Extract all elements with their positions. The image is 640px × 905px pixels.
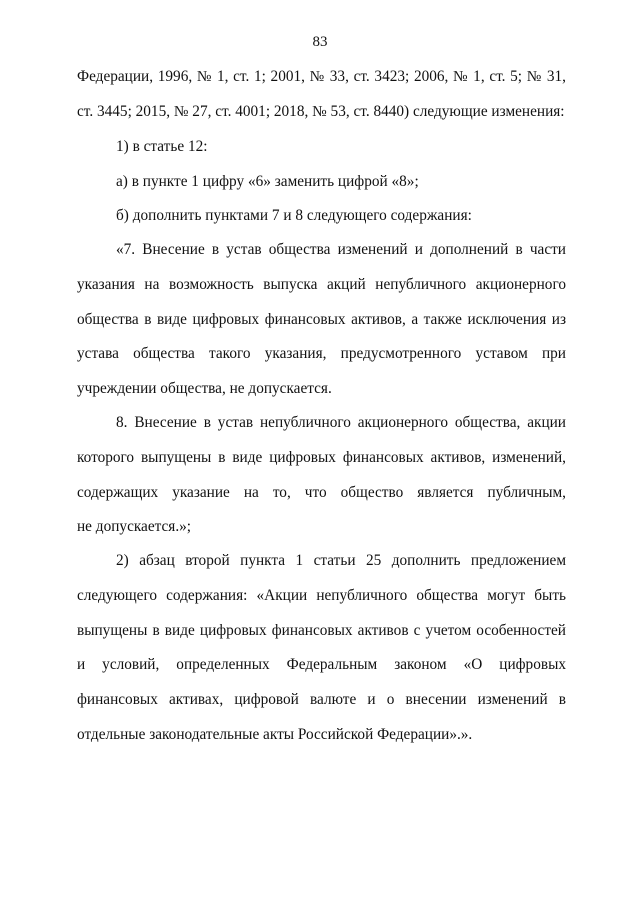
text-line: следующего содержания: «Акции непубличного общества могут быть (77, 586, 566, 604)
item-a (77, 165, 566, 200)
text-line: отдельные законодательные акты Российской Федерации».». (77, 725, 473, 743)
clause-7-paragraph (77, 233, 566, 407)
clause-8-paragraph (77, 406, 566, 545)
text-line: и условий, определенных Федеральным законом «О цифровых (77, 656, 566, 674)
text-line: б) дополнить пунктами 7 и 8 следующего содержания: (116, 207, 472, 224)
page-number: 83 (312, 34, 328, 50)
item-1-heading (77, 130, 566, 165)
text-line: выпущены в виде цифровых финансовых активов с учетом особенностей (77, 621, 566, 639)
text-line: 8. Внесение в устав непубличного акционерного общества, акции (116, 414, 566, 431)
text-line: ст. 3445; 2015, № 27, ст. 4001; 2018, № 53, ст. 8440) следующие изменения: (77, 102, 565, 120)
text-line: Федерации, 1996, № 1, ст. 1; 2001, № 33, ст. 3423; 2006, № 1, ст. 5; № 31, (77, 68, 566, 85)
continuation-paragraph (77, 60, 566, 130)
text-line: 1) в статье 12: (116, 138, 208, 155)
text-line: общества в виде цифровых финансовых активов, а также исключения из (77, 310, 566, 328)
text-line: а) в пункте 1 цифру «6» заменить цифрой «8»; (116, 173, 419, 190)
text-line: устава общества такого указания, предусмотренного уставом при (77, 345, 566, 363)
item-2-paragraph (77, 544, 566, 753)
text-line: 2) абзац второй пункта 1 статьи 25 дополнить предложением (116, 552, 566, 569)
item-b (77, 199, 566, 234)
text-line: учреждении общества, не допускается. (77, 380, 332, 398)
text-line: указания на возможность выпуска акций непубличного акционерного (77, 275, 566, 293)
text-line: не допускается.»; (77, 518, 192, 536)
text-line: «7. Внесение в устав общества изменений и дополнений в части (116, 241, 566, 258)
text-line: которого выпущены в виде цифровых финансовых активов, изменений, (77, 448, 566, 466)
text-line: финансовых активах, цифровой валюте и о внесении изменений в (77, 691, 566, 709)
text-line: содержащих указание на то, что общество является публичным, (77, 483, 566, 501)
